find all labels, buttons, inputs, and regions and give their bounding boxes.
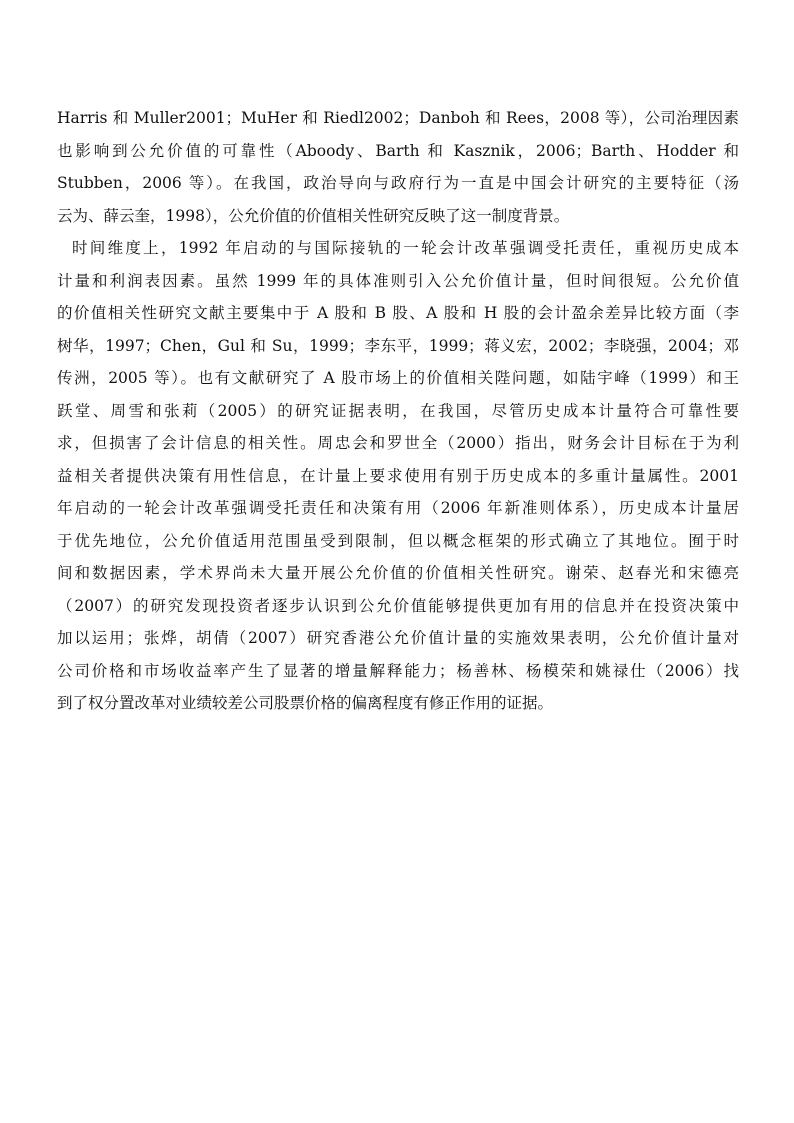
paragraph-line: 跃堂、周雪和张莉（2005）的研究证据表明，在我国，尽管历史成本计量符合可靠性要 [57, 401, 739, 420]
paragraph-line: 求，但损害了会计信息的相关性。周忠会和罗世全（2000）指出，财务会计目标在于为利 [57, 434, 739, 452]
paragraph-line: 年启动的一轮会计改革强调受托责任和决策有用（2006 年新准则体系），历史成本计量居 [57, 499, 739, 517]
paragraph-line: 益相关者提供决策有用性信息，在计量上要求使用有别于历史成本的多重计量属性。2001 [57, 466, 739, 485]
paragraph-line: 间和数据因素，学术界尚未大量开展公允价值的价值相关性研究。谢荣、赵春光和宋德亮 [57, 564, 739, 582]
paragraph-line: 于优先地位，公允价值适用范围虽受到限制，但以概念框架的形式确立了其地位。囿于时 [57, 531, 739, 550]
paragraph-line: 传洲，2005 等）。也有文献研究了 A 股市场上的价值相关陛问题，如陆宇峰（1999）和王 [57, 369, 739, 387]
paragraph-line: Stubben，2006 等）。在我国，政治导向与政府行为一直是中国会计研究的主要特征（汤 [57, 174, 739, 192]
paragraph-line: 也影响到公允价值的可靠性（Aboody、Barth 和 Kasznik，2006；Barth、Hodder 和 [57, 141, 739, 160]
paragraph-line: （2007）的研究发现投资者逐步认识到公允价值能够提供更加有用的信息并在投资决策中 [57, 596, 739, 615]
paragraph-line: 时间维度上，1992 年启动的与国际接轨的一轮会计改革强调受托责任，重视历史成本 [72, 239, 739, 257]
paragraph-line: 公司价格和市场收益率产生了显著的增量解释能力；杨善林、杨模荣和姚禄仕（2006）找 [57, 661, 739, 680]
paragraph-1 [57, 102, 739, 232]
paragraph-line: 树华，1997；Chen，Gul 和 Su，1999；李东平，1999；蒋义宏，2002；李晓强，2004；邓 [57, 336, 739, 355]
paragraph-line: 计量和利润表因素。虽然 1999 年的具体准则引入公允价值计量，但时间很短。公允价值 [57, 271, 739, 290]
paragraph-line: 加以运用；张烨，胡倩（2007）研究香港公允价值计量的实施效果表明，公允价值计量对 [57, 629, 739, 647]
body-text [57, 102, 739, 720]
paragraph-line: 的价值相关性研究文献主要集中于 A 股和 B 股、A 股和 H 股的会计盈余差异比较方面（李 [57, 304, 739, 322]
paragraph-line: 到了权分置改革对业绩较差公司股票价格的偏离程度有修正作用的证据。 [57, 694, 554, 712]
paragraph-line: 云为、薛云奎，1998），公允价值的价值相关性研究反映了这一制度背景。 [57, 206, 570, 225]
paragraph-2 [57, 232, 739, 720]
paragraph-line: Harris 和 Muller2001；MuHer 和 Riedl2002；Danboh 和 Rees，2008 等），公司治理因素 [57, 109, 739, 127]
